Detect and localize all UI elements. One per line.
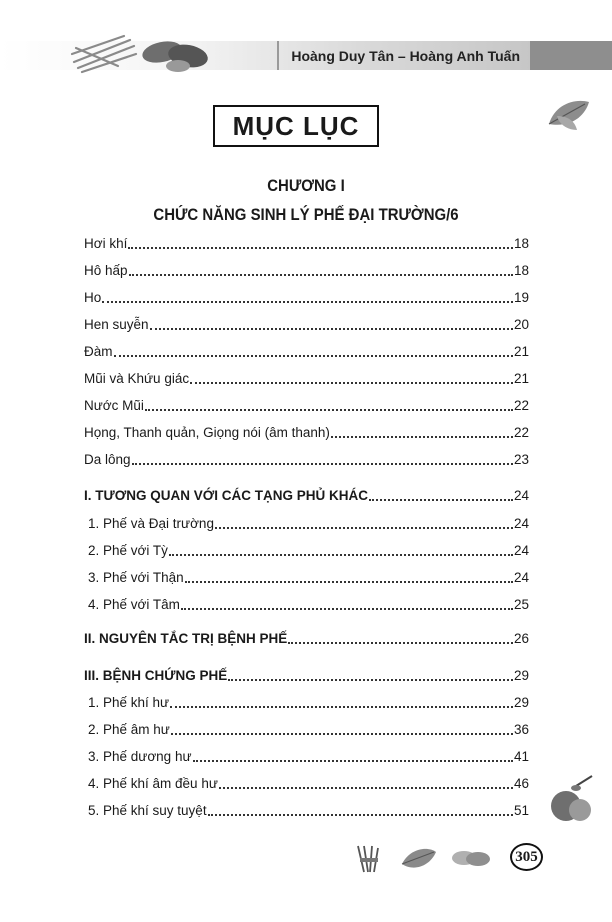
toc-entry-page: 22 [513, 425, 529, 440]
toc-entry-page: 25 [513, 597, 529, 612]
toc-entry-label: 1. Phế khí hư [88, 695, 170, 710]
leader-dots [150, 328, 513, 330]
toc-entry[interactable] [84, 368, 529, 388]
toc-entry[interactable] [88, 746, 529, 766]
leader-dots [171, 733, 513, 735]
toc-entry[interactable] [84, 449, 529, 469]
toc-entry[interactable] [88, 513, 529, 533]
toc-entry-label: 2. Phế với Tỳ [88, 543, 168, 558]
toc-entry[interactable] [84, 233, 529, 253]
toc-section-label: I. TƯƠNG QUAN VỚI CÁC TẠNG PHỦ KHÁC [84, 488, 368, 503]
herb-bundle-icon [352, 842, 386, 876]
leader-dots [215, 527, 513, 529]
leader-dots [102, 301, 513, 303]
toc-section-entry[interactable] [84, 628, 529, 648]
leader-dots [219, 787, 513, 789]
toc-entry[interactable] [88, 773, 529, 793]
toc-entry[interactable] [84, 314, 529, 334]
toc-entry-label: Họng, Thanh quản, Giọng nói (âm thanh) [84, 425, 330, 440]
toc-entry-label: 3. Phế dương hư [88, 749, 192, 764]
toc-entry-page: 24 [513, 516, 529, 531]
leader-dots [193, 760, 513, 762]
toc-entry[interactable] [84, 287, 529, 307]
toc-entry-label: Hô hấp [84, 263, 128, 278]
toc-entry-label: 3. Phế với Thận [88, 570, 184, 585]
toc-section-entry[interactable] [84, 665, 529, 685]
toc-entry-page: 29 [513, 668, 529, 683]
toc-entry[interactable] [88, 540, 529, 560]
toc-entry-label: 4. Phế khí âm đều hư [88, 776, 218, 791]
toc-entry[interactable] [88, 594, 529, 614]
toc-entry-label: 1. Phế và Đại trường [88, 516, 214, 531]
leader-dots [228, 679, 513, 681]
page-number: 305 [510, 843, 543, 871]
toc-entry-label: Hơi khí [84, 236, 128, 251]
leader-dots [181, 608, 513, 610]
toc-section-label: II. NGUYÊN TẮC TRỊ BỆNH PHẾ [84, 631, 288, 646]
toc-entry-label: Đàm [84, 344, 113, 359]
leaf-icon [398, 844, 440, 874]
toc-entry[interactable] [84, 341, 529, 361]
toc-entry-label: Da lông [84, 452, 131, 467]
toc-entry[interactable] [84, 422, 529, 442]
leader-dots [170, 706, 513, 708]
root-slices-icon [450, 846, 492, 870]
toc-entry-label: Nước Mũi [84, 398, 144, 413]
leader-dots [129, 274, 513, 276]
toc-entry-page: 21 [513, 344, 529, 359]
toc-entry-page: 20 [513, 317, 529, 332]
toc-section-entry[interactable] [84, 485, 529, 505]
toc-entry-page: 18 [513, 263, 529, 278]
toc-entry-page: 23 [513, 452, 529, 467]
leader-dots [169, 554, 513, 556]
leader-dots [369, 499, 513, 501]
header-tab [530, 41, 612, 70]
chapter-label: CHƯƠNG I [267, 176, 345, 195]
toc-entry-page: 36 [513, 722, 529, 737]
toc-entry-page: 24 [513, 570, 529, 585]
toc-entry-page: 41 [513, 749, 529, 764]
mint-leaf-icon [545, 94, 593, 134]
leader-dots [114, 355, 513, 357]
header-separator [277, 41, 279, 70]
toc-entry-label: 2. Phế âm hư [88, 722, 170, 737]
toc-entry-page: 19 [513, 290, 529, 305]
toc-entry-page: 18 [513, 236, 529, 251]
fruit-honey-icon [546, 772, 598, 826]
toc-entry-page: 51 [513, 803, 529, 818]
toc-section-label: III. BỆNH CHỨNG PHẾ [84, 668, 228, 683]
toc-entry-label: 4. Phế với Tâm [88, 597, 180, 612]
toc-entry-page: 29 [513, 695, 529, 710]
toc-entry-label: 5. Phế khí suy tuyệt [88, 803, 207, 818]
toc-entry-page: 26 [513, 631, 529, 646]
toc-entry-page: 21 [513, 371, 529, 386]
leader-dots [128, 247, 513, 249]
toc-entry[interactable] [84, 395, 529, 415]
toc-entry[interactable] [88, 567, 529, 587]
almond-nuts-icon [140, 34, 212, 74]
toc-entry[interactable] [88, 719, 529, 739]
leader-dots [331, 436, 513, 438]
toc-entry-page: 24 [513, 543, 529, 558]
leader-dots [145, 409, 513, 411]
leader-dots [208, 814, 513, 816]
leader-dots [190, 382, 513, 384]
toc-entry[interactable] [88, 800, 529, 820]
toc-entry[interactable] [84, 260, 529, 280]
header-author: Hoàng Duy Tân – Hoàng Anh Tuấn [291, 48, 520, 64]
leader-dots [132, 463, 513, 465]
leader-dots [288, 642, 513, 644]
toc-entry[interactable] [88, 692, 529, 712]
toc-entry-label: Ho [84, 290, 102, 305]
toc-entry-page: 22 [513, 398, 529, 413]
toc-entry-label: Hen suyễn [84, 317, 149, 332]
toc-entry-page: 24 [513, 488, 529, 503]
toc-entry-page: 46 [513, 776, 529, 791]
page-title: MỤC LỤC [213, 105, 379, 147]
herb-sticks-icon [70, 32, 140, 74]
toc-entry-label: Mũi và Khứu giác [84, 371, 190, 386]
chapter-title: CHỨC NĂNG SINH LÝ PHẾ ĐẠI TRƯỜNG/6 [153, 205, 459, 224]
leader-dots [185, 581, 513, 583]
